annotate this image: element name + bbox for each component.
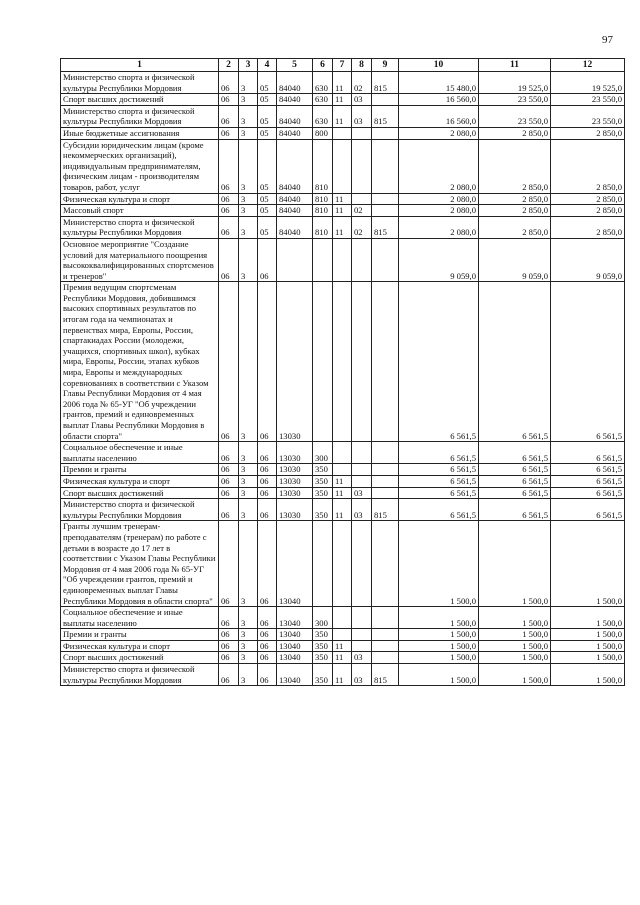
code-cell: 06 xyxy=(219,216,239,238)
code-cell: 11 xyxy=(333,664,352,686)
code-cell: 84040 xyxy=(277,105,313,127)
table-row xyxy=(61,205,625,217)
code-cell: 03 xyxy=(352,487,372,499)
code-cell: 03 xyxy=(352,652,372,664)
amount-cell: 1 500,0 xyxy=(479,629,551,641)
code-cell: 05 xyxy=(258,105,277,127)
code-cell: 350 xyxy=(313,475,333,487)
code-cell xyxy=(372,442,399,464)
code-cell: 06 xyxy=(219,664,239,686)
code-cell: 06 xyxy=(219,640,239,652)
amount-cell: 9 059,0 xyxy=(479,238,551,281)
column-header-12: 12 xyxy=(551,59,625,72)
code-cell xyxy=(372,193,399,205)
amount-cell: 2 850,0 xyxy=(479,216,551,238)
code-cell: 06 xyxy=(219,105,239,127)
code-cell xyxy=(352,282,372,442)
column-header-1: 1 xyxy=(61,59,219,72)
row-name-cell: Премии и гранты xyxy=(61,464,219,476)
amount-cell: 23 550,0 xyxy=(479,105,551,127)
code-cell: 03 xyxy=(352,105,372,127)
column-header-4: 4 xyxy=(258,59,277,72)
code-cell: 11 xyxy=(333,475,352,487)
amount-cell: 6 561,5 xyxy=(399,487,479,499)
row-name-cell: Спорт высших достижений xyxy=(61,94,219,106)
code-cell: 84040 xyxy=(277,127,313,139)
amount-cell: 6 561,5 xyxy=(399,464,479,476)
amount-cell: 2 850,0 xyxy=(551,205,625,217)
code-cell: 3 xyxy=(239,640,258,652)
code-cell: 3 xyxy=(239,664,258,686)
code-cell xyxy=(352,521,372,607)
code-cell: 800 xyxy=(313,127,333,139)
table-row xyxy=(61,652,625,664)
code-cell: 06 xyxy=(219,607,239,629)
table-header xyxy=(61,59,625,72)
code-cell: 05 xyxy=(258,94,277,106)
amount-cell: 2 080,0 xyxy=(399,139,479,193)
amount-cell: 1 500,0 xyxy=(479,607,551,629)
amount-cell: 1 500,0 xyxy=(551,607,625,629)
column-header-3: 3 xyxy=(239,59,258,72)
table-row xyxy=(61,464,625,476)
code-cell xyxy=(313,282,333,442)
row-name-cell: Физическая культура и спорт xyxy=(61,193,219,205)
code-cell xyxy=(333,521,352,607)
code-cell xyxy=(372,139,399,193)
amount-cell: 1 500,0 xyxy=(479,640,551,652)
table-row xyxy=(61,607,625,629)
code-cell xyxy=(372,487,399,499)
code-cell: 815 xyxy=(372,499,399,521)
row-name-cell: Спорт высших достижений xyxy=(61,487,219,499)
page-number: 97 xyxy=(602,34,613,46)
code-cell xyxy=(352,238,372,281)
amount-cell: 6 561,5 xyxy=(399,499,479,521)
amount-cell: 6 561,5 xyxy=(551,487,625,499)
code-cell: 84040 xyxy=(277,205,313,217)
amount-cell: 19 525,0 xyxy=(551,72,625,94)
code-cell: 350 xyxy=(313,487,333,499)
code-cell: 3 xyxy=(239,629,258,641)
code-cell: 06 xyxy=(219,475,239,487)
code-cell: 06 xyxy=(258,442,277,464)
amount-cell: 6 561,5 xyxy=(479,442,551,464)
code-cell: 06 xyxy=(258,521,277,607)
code-cell: 06 xyxy=(219,205,239,217)
code-cell: 11 xyxy=(333,640,352,652)
code-cell: 300 xyxy=(313,607,333,629)
amount-cell: 6 561,5 xyxy=(551,475,625,487)
code-cell: 06 xyxy=(258,282,277,442)
code-cell: 06 xyxy=(219,193,239,205)
table-row xyxy=(61,499,625,521)
code-cell: 06 xyxy=(219,487,239,499)
amount-cell: 6 561,5 xyxy=(551,282,625,442)
code-cell: 13040 xyxy=(277,629,313,641)
code-cell: 13030 xyxy=(277,442,313,464)
column-header-5: 5 xyxy=(277,59,313,72)
code-cell xyxy=(372,205,399,217)
code-cell xyxy=(277,238,313,281)
code-cell: 06 xyxy=(258,464,277,476)
code-cell: 815 xyxy=(372,105,399,127)
code-cell xyxy=(352,193,372,205)
code-cell: 02 xyxy=(352,205,372,217)
row-name-cell: Министерство спорта и физической культуры Республики Мордовия xyxy=(61,216,219,238)
code-cell: 3 xyxy=(239,238,258,281)
code-cell xyxy=(372,640,399,652)
amount-cell: 9 059,0 xyxy=(551,238,625,281)
column-header-6: 6 xyxy=(313,59,333,72)
code-cell: 05 xyxy=(258,193,277,205)
amount-cell: 23 550,0 xyxy=(479,94,551,106)
code-cell: 05 xyxy=(258,139,277,193)
code-cell: 05 xyxy=(258,127,277,139)
code-cell: 350 xyxy=(313,640,333,652)
code-cell: 06 xyxy=(258,629,277,641)
code-cell: 3 xyxy=(239,105,258,127)
code-cell: 3 xyxy=(239,216,258,238)
code-cell: 3 xyxy=(239,652,258,664)
amount-cell: 6 561,5 xyxy=(479,282,551,442)
code-cell xyxy=(352,629,372,641)
column-header-8: 8 xyxy=(352,59,372,72)
code-cell: 06 xyxy=(258,499,277,521)
code-cell: 06 xyxy=(258,652,277,664)
amount-cell: 1 500,0 xyxy=(551,640,625,652)
code-cell: 06 xyxy=(258,487,277,499)
amount-cell: 2 080,0 xyxy=(399,205,479,217)
column-header-7: 7 xyxy=(333,59,352,72)
row-name-cell: Физическая культура и спорт xyxy=(61,640,219,652)
code-cell: 3 xyxy=(239,94,258,106)
code-cell: 05 xyxy=(258,205,277,217)
code-cell: 13030 xyxy=(277,464,313,476)
amount-cell: 1 500,0 xyxy=(399,629,479,641)
code-cell: 05 xyxy=(258,216,277,238)
amount-cell: 2 080,0 xyxy=(399,127,479,139)
code-cell: 11 xyxy=(333,499,352,521)
amount-cell: 23 550,0 xyxy=(551,105,625,127)
code-cell: 13030 xyxy=(277,499,313,521)
code-cell: 13030 xyxy=(277,475,313,487)
code-cell: 06 xyxy=(219,521,239,607)
code-cell xyxy=(372,475,399,487)
code-cell xyxy=(333,442,352,464)
amount-cell: 6 561,5 xyxy=(399,442,479,464)
amount-cell: 23 550,0 xyxy=(551,94,625,106)
amount-cell: 15 480,0 xyxy=(399,72,479,94)
table-row xyxy=(61,487,625,499)
row-name-cell: Массовый спорт xyxy=(61,205,219,217)
amount-cell: 1 500,0 xyxy=(479,521,551,607)
code-cell xyxy=(352,442,372,464)
code-cell: 03 xyxy=(352,499,372,521)
code-cell xyxy=(313,521,333,607)
code-cell xyxy=(352,607,372,629)
table-row xyxy=(61,640,625,652)
amount-cell: 1 500,0 xyxy=(479,652,551,664)
code-cell: 06 xyxy=(219,499,239,521)
code-cell: 03 xyxy=(352,94,372,106)
amount-cell: 1 500,0 xyxy=(399,640,479,652)
row-name-cell: Субсидии юридическим лицам (кроме некоммерческих организаций), индивидуальным предпринимателям, физическим лицам - производителям товаров, работ, услуг xyxy=(61,139,219,193)
code-cell: 630 xyxy=(313,72,333,94)
header-row xyxy=(61,59,625,72)
code-cell xyxy=(333,238,352,281)
code-cell xyxy=(333,282,352,442)
code-cell xyxy=(352,139,372,193)
amount-cell: 19 525,0 xyxy=(479,72,551,94)
table-row xyxy=(61,139,625,193)
row-name-cell: Иные бюджетные ассигнования xyxy=(61,127,219,139)
code-cell xyxy=(352,640,372,652)
code-cell: 11 xyxy=(333,94,352,106)
code-cell: 11 xyxy=(333,652,352,664)
code-cell: 13030 xyxy=(277,487,313,499)
amount-cell: 1 500,0 xyxy=(399,521,479,607)
code-cell: 13040 xyxy=(277,652,313,664)
code-cell: 13040 xyxy=(277,607,313,629)
code-cell: 3 xyxy=(239,127,258,139)
code-cell: 06 xyxy=(219,139,239,193)
code-cell xyxy=(372,127,399,139)
code-cell: 11 xyxy=(333,205,352,217)
code-cell: 02 xyxy=(352,72,372,94)
code-cell: 3 xyxy=(239,282,258,442)
code-cell: 13040 xyxy=(277,664,313,686)
code-cell: 06 xyxy=(219,629,239,641)
code-cell: 84040 xyxy=(277,216,313,238)
column-header-9: 9 xyxy=(372,59,399,72)
row-name-cell: Социальное обеспечение и иные выплаты населению xyxy=(61,607,219,629)
code-cell: 3 xyxy=(239,487,258,499)
code-cell: 3 xyxy=(239,499,258,521)
code-cell xyxy=(333,629,352,641)
code-cell xyxy=(372,94,399,106)
amount-cell: 2 850,0 xyxy=(551,216,625,238)
amount-cell: 1 500,0 xyxy=(551,664,625,686)
table-row xyxy=(61,282,625,442)
table-row xyxy=(61,238,625,281)
amount-cell: 2 850,0 xyxy=(551,139,625,193)
code-cell: 630 xyxy=(313,105,333,127)
amount-cell: 6 561,5 xyxy=(551,499,625,521)
amount-cell: 6 561,5 xyxy=(399,282,479,442)
code-cell: 350 xyxy=(313,652,333,664)
code-cell: 3 xyxy=(239,521,258,607)
row-name-cell: Министерство спорта и физической культуры Республики Мордовия xyxy=(61,499,219,521)
amount-cell: 2 850,0 xyxy=(479,127,551,139)
amount-cell: 1 500,0 xyxy=(479,664,551,686)
amount-cell: 6 561,5 xyxy=(479,499,551,521)
code-cell xyxy=(352,475,372,487)
amount-cell: 9 059,0 xyxy=(399,238,479,281)
amount-cell: 1 500,0 xyxy=(399,664,479,686)
code-cell: 84040 xyxy=(277,193,313,205)
amount-cell: 2 080,0 xyxy=(399,193,479,205)
row-name-cell: Министерство спорта и физической культуры Республики Мордовия xyxy=(61,72,219,94)
column-header-11: 11 xyxy=(479,59,551,72)
code-cell xyxy=(333,127,352,139)
table-row xyxy=(61,521,625,607)
table-row xyxy=(61,216,625,238)
table-row xyxy=(61,127,625,139)
code-cell: 13040 xyxy=(277,521,313,607)
code-cell: 13040 xyxy=(277,640,313,652)
amount-cell: 6 561,5 xyxy=(551,464,625,476)
code-cell: 3 xyxy=(239,72,258,94)
table-row xyxy=(61,475,625,487)
code-cell: 11 xyxy=(333,105,352,127)
code-cell: 05 xyxy=(258,72,277,94)
code-cell: 630 xyxy=(313,94,333,106)
amount-cell: 16 560,0 xyxy=(399,94,479,106)
code-cell xyxy=(372,282,399,442)
code-cell xyxy=(372,238,399,281)
code-cell xyxy=(372,521,399,607)
code-cell: 06 xyxy=(258,238,277,281)
amount-cell: 1 500,0 xyxy=(551,629,625,641)
code-cell: 350 xyxy=(313,629,333,641)
code-cell: 06 xyxy=(258,664,277,686)
amount-cell: 1 500,0 xyxy=(399,652,479,664)
amount-cell: 6 561,5 xyxy=(399,475,479,487)
code-cell: 810 xyxy=(313,139,333,193)
amount-cell: 1 500,0 xyxy=(399,607,479,629)
code-cell: 11 xyxy=(333,216,352,238)
code-cell: 11 xyxy=(333,193,352,205)
row-name-cell: Премии и гранты xyxy=(61,629,219,641)
code-cell xyxy=(313,238,333,281)
code-cell: 06 xyxy=(258,475,277,487)
amount-cell: 1 500,0 xyxy=(551,652,625,664)
code-cell: 3 xyxy=(239,205,258,217)
code-cell: 02 xyxy=(352,216,372,238)
amount-cell: 2 850,0 xyxy=(551,127,625,139)
code-cell xyxy=(352,127,372,139)
code-cell xyxy=(333,464,352,476)
amount-cell: 6 561,5 xyxy=(479,464,551,476)
code-cell: 3 xyxy=(239,193,258,205)
amount-cell: 6 561,5 xyxy=(479,487,551,499)
row-name-cell: Министерство спорта и физической культуры Республики Мордовия xyxy=(61,664,219,686)
row-name-cell: Физическая культура и спорт xyxy=(61,475,219,487)
code-cell: 06 xyxy=(219,442,239,464)
code-cell: 84040 xyxy=(277,139,313,193)
code-cell: 06 xyxy=(219,238,239,281)
code-cell xyxy=(333,607,352,629)
code-cell: 03 xyxy=(352,664,372,686)
budget-table xyxy=(60,58,625,686)
row-name-cell: Премия ведущим спортсменам Республики Мордовия, добившимся высоких спортивных результатов по итогам года на чемпионатах и первенствах мира, Европы, России, спартакиадах России (молодежи, учащихся, спортивных школ), кубках мира, Европы, России, этапах кубков мира, Европы и международных соревнованиях в соответствии с Указом Главы Республики Мордовия от 4 мая 2006 года № 65-УГ "Об учреждении грантов, премий и единовременных выплат Главы Республики Мордовия в области спорта" xyxy=(61,282,219,442)
table-row xyxy=(61,629,625,641)
amount-cell: 16 560,0 xyxy=(399,105,479,127)
amount-cell: 2 080,0 xyxy=(399,216,479,238)
amount-cell: 2 850,0 xyxy=(479,139,551,193)
table-row xyxy=(61,94,625,106)
amount-cell: 6 561,5 xyxy=(551,442,625,464)
code-cell: 350 xyxy=(313,664,333,686)
amount-cell: 2 850,0 xyxy=(551,193,625,205)
row-name-cell: Министерство спорта и физической культуры Республики Мордовия xyxy=(61,105,219,127)
table-row xyxy=(61,72,625,94)
code-cell xyxy=(372,607,399,629)
code-cell: 3 xyxy=(239,475,258,487)
code-cell: 11 xyxy=(333,72,352,94)
code-cell: 350 xyxy=(313,464,333,476)
code-cell: 06 xyxy=(258,640,277,652)
code-cell: 06 xyxy=(219,464,239,476)
row-name-cell: Основное мероприятие "Создание условий для материального поощрения высококвалифицированных спортсменов и тренеров" xyxy=(61,238,219,281)
code-cell xyxy=(352,464,372,476)
code-cell: 815 xyxy=(372,216,399,238)
table-body xyxy=(61,72,625,686)
row-name-cell: Спорт высших достижений xyxy=(61,652,219,664)
code-cell: 815 xyxy=(372,72,399,94)
amount-cell: 1 500,0 xyxy=(551,521,625,607)
code-cell: 84040 xyxy=(277,72,313,94)
code-cell: 810 xyxy=(313,193,333,205)
code-cell: 06 xyxy=(219,282,239,442)
row-name-cell: Социальное обеспечение и иные выплаты населению xyxy=(61,442,219,464)
code-cell: 815 xyxy=(372,664,399,686)
amount-cell: 2 850,0 xyxy=(479,193,551,205)
column-header-2: 2 xyxy=(219,59,239,72)
code-cell: 300 xyxy=(313,442,333,464)
code-cell: 06 xyxy=(258,607,277,629)
amount-cell: 6 561,5 xyxy=(479,475,551,487)
code-cell xyxy=(333,139,352,193)
code-cell: 13030 xyxy=(277,282,313,442)
code-cell: 3 xyxy=(239,464,258,476)
column-header-10: 10 xyxy=(399,59,479,72)
code-cell: 3 xyxy=(239,442,258,464)
code-cell: 06 xyxy=(219,72,239,94)
code-cell: 3 xyxy=(239,139,258,193)
code-cell: 06 xyxy=(219,94,239,106)
code-cell: 11 xyxy=(333,487,352,499)
code-cell: 350 xyxy=(313,499,333,521)
code-cell: 06 xyxy=(219,127,239,139)
code-cell xyxy=(372,652,399,664)
table-row xyxy=(61,193,625,205)
table-row xyxy=(61,442,625,464)
code-cell: 3 xyxy=(239,607,258,629)
code-cell: 810 xyxy=(313,216,333,238)
table-row xyxy=(61,664,625,686)
code-cell: 84040 xyxy=(277,94,313,106)
code-cell: 810 xyxy=(313,205,333,217)
code-cell xyxy=(372,464,399,476)
row-name-cell: Гранты лучшим тренерам-преподавателям (тренерам) по работе с детьми в возрасте до 17 лет в соответствии с Указом Главы Республики Мордовия от 4 мая 2006 года № 65-УГ "Об учреждении грантов, премий и единовременных выплат Главы Республики Мордовия в области спорта" xyxy=(61,521,219,607)
code-cell xyxy=(372,629,399,641)
amount-cell: 2 850,0 xyxy=(479,205,551,217)
table-row xyxy=(61,105,625,127)
code-cell: 06 xyxy=(219,652,239,664)
